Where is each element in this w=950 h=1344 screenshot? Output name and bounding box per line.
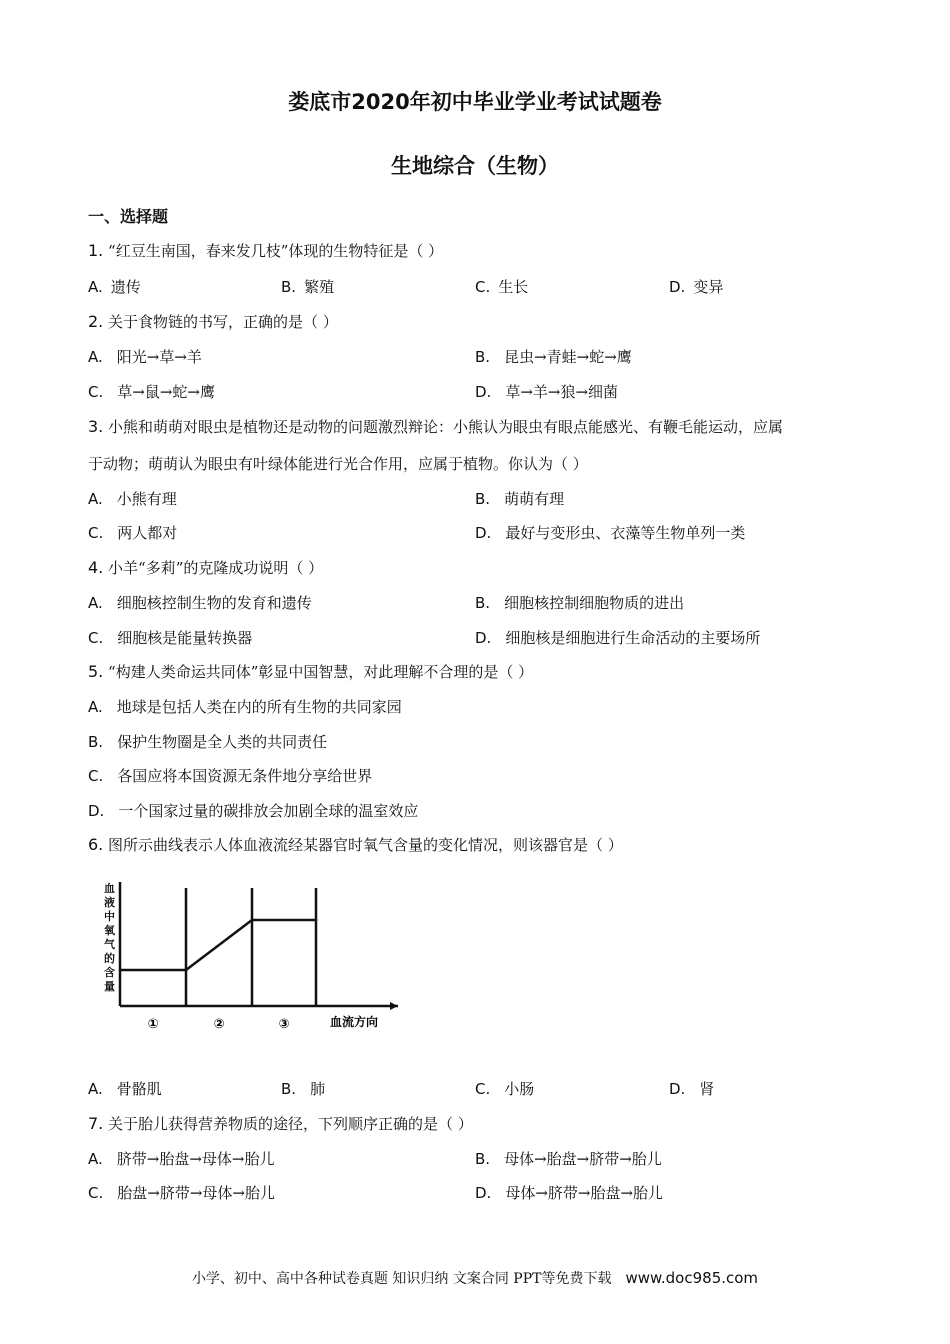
option-d: D. 细胞核是细胞进行生命活动的主要场所 — [475, 629, 761, 647]
option-b: B. 萌萌有理 — [475, 490, 565, 508]
question-text: 图所示曲线表示人体血液流经某器官时氧气含量的变化情况，则该器官是（ ） — [108, 836, 623, 854]
option-b: B. 保护生物圈是全人类的共同责任 — [88, 733, 328, 751]
option-a: A. 遗传 — [88, 278, 141, 296]
question-6 — [88, 834, 623, 855]
question-text: 小羊“多莉”的克隆成功说明（ ） — [108, 559, 324, 577]
oxygen-curve — [120, 920, 316, 970]
footer-link[interactable]: www.doc985.com — [625, 1269, 759, 1287]
option-b: B. 肺 — [281, 1080, 326, 1098]
question-2 — [88, 311, 338, 332]
option-d: D. 母体→脐带→胎盘→胎儿 — [475, 1184, 664, 1202]
footer-text: 小学、初中、高中各种试卷真题 知识归纳 文案合同 PPT等免费下载 — [191, 1271, 612, 1287]
question-number: 3. — [88, 417, 104, 436]
x-axis-arrow — [390, 1002, 398, 1010]
option-a: A. 细胞核控制生物的发育和遗传 — [88, 594, 312, 612]
question-text: “构建人类命运共同体”彰显中国智慧，对此理解不合理的是（ ） — [108, 663, 534, 681]
exam-title: 娄底市2020年初中毕业学业考试试题卷 — [288, 90, 662, 114]
option-c: C. 各国应将本国资源无条件地分享给世界 — [88, 767, 373, 785]
option-d: D. 草→羊→狼→细菌 — [475, 383, 619, 401]
option-d: D. 肾 — [669, 1080, 715, 1098]
question-number: 4. — [88, 558, 104, 577]
option-d: D. 变异 — [669, 278, 724, 296]
segment-label-3: ③ — [278, 1017, 290, 1032]
question-text: 关于食物链的书写，正确的是（ ） — [108, 313, 338, 331]
option-b: B. 繁殖 — [281, 278, 335, 296]
option-c: C. 生长 — [475, 278, 529, 296]
option-b: B. 细胞核控制细胞物质的进出 — [475, 594, 685, 612]
question-5 — [88, 661, 533, 682]
option-c: C. 两人都对 — [88, 524, 178, 542]
option-a: A. 阳光→草→羊 — [88, 348, 202, 366]
option-b: B. 母体→胎盘→脐带→胎儿 — [475, 1150, 662, 1168]
svg-text:血液中氧气的含量: 血液中氧气的含量 — [104, 882, 115, 993]
segment-label-2: ② — [213, 1017, 225, 1032]
question-number: 6. — [88, 835, 104, 854]
option-d: D. 一个国家过量的碳排放会加剧全球的温室效应 — [88, 802, 419, 820]
y-axis-label — [104, 881, 116, 993]
option-b: B. 昆虫→青蛙→蛇→鹰 — [475, 348, 632, 366]
exam-subtitle: 生地综合（生物） — [391, 154, 559, 178]
question-text: “红豆生南国，春来发几枝”体现的生物特征是（ ） — [108, 242, 444, 260]
x-axis-label: 血流方向 — [330, 1015, 379, 1029]
option-c: C. 胎盘→脐带→母体→胎儿 — [88, 1184, 275, 1202]
question-number: 7. — [88, 1114, 104, 1133]
question-number: 5. — [88, 662, 104, 681]
page-footer — [0, 1268, 950, 1288]
question-text: 小熊和萌萌对眼虫是植物还是动物的问题激烈辩论：小熊认为眼虫有眼点能感光、有鞭毛能运动，应属 — [108, 418, 784, 436]
question-7 — [88, 1113, 473, 1134]
option-c: C. 草→鼠→蛇→鹰 — [88, 383, 215, 401]
segment-label-1: ① — [147, 1017, 159, 1032]
question-3-continued: 于动物；萌萌认为眼虫有叶绿体能进行光合作用，应属于植物。你认为（ ） — [88, 455, 588, 473]
option-a: A. 地球是包括人类在内的所有生物的共同家园 — [88, 698, 402, 716]
option-a: A. 脐带→胎盘→母体→胎儿 — [88, 1150, 275, 1168]
option-d: D. 最好与变形虫、衣藻等生物单列一类 — [475, 524, 746, 542]
question-number: 2. — [88, 312, 104, 331]
question-text: 关于胎儿获得营养物质的途径，下列顺序正确的是（ ） — [108, 1115, 473, 1133]
question-number: 1. — [88, 241, 104, 260]
question-4 — [88, 557, 323, 578]
section-heading: 一、选择题 — [88, 207, 169, 226]
question-3 — [88, 416, 783, 437]
option-a: A. 小熊有理 — [88, 490, 177, 508]
option-a: A. 骨骼肌 — [88, 1080, 162, 1098]
question-1 — [88, 240, 443, 261]
oxygen-curve-figure — [98, 878, 398, 1038]
option-c: C. 小肠 — [475, 1080, 535, 1098]
option-c: C. 细胞核是能量转换器 — [88, 629, 253, 647]
